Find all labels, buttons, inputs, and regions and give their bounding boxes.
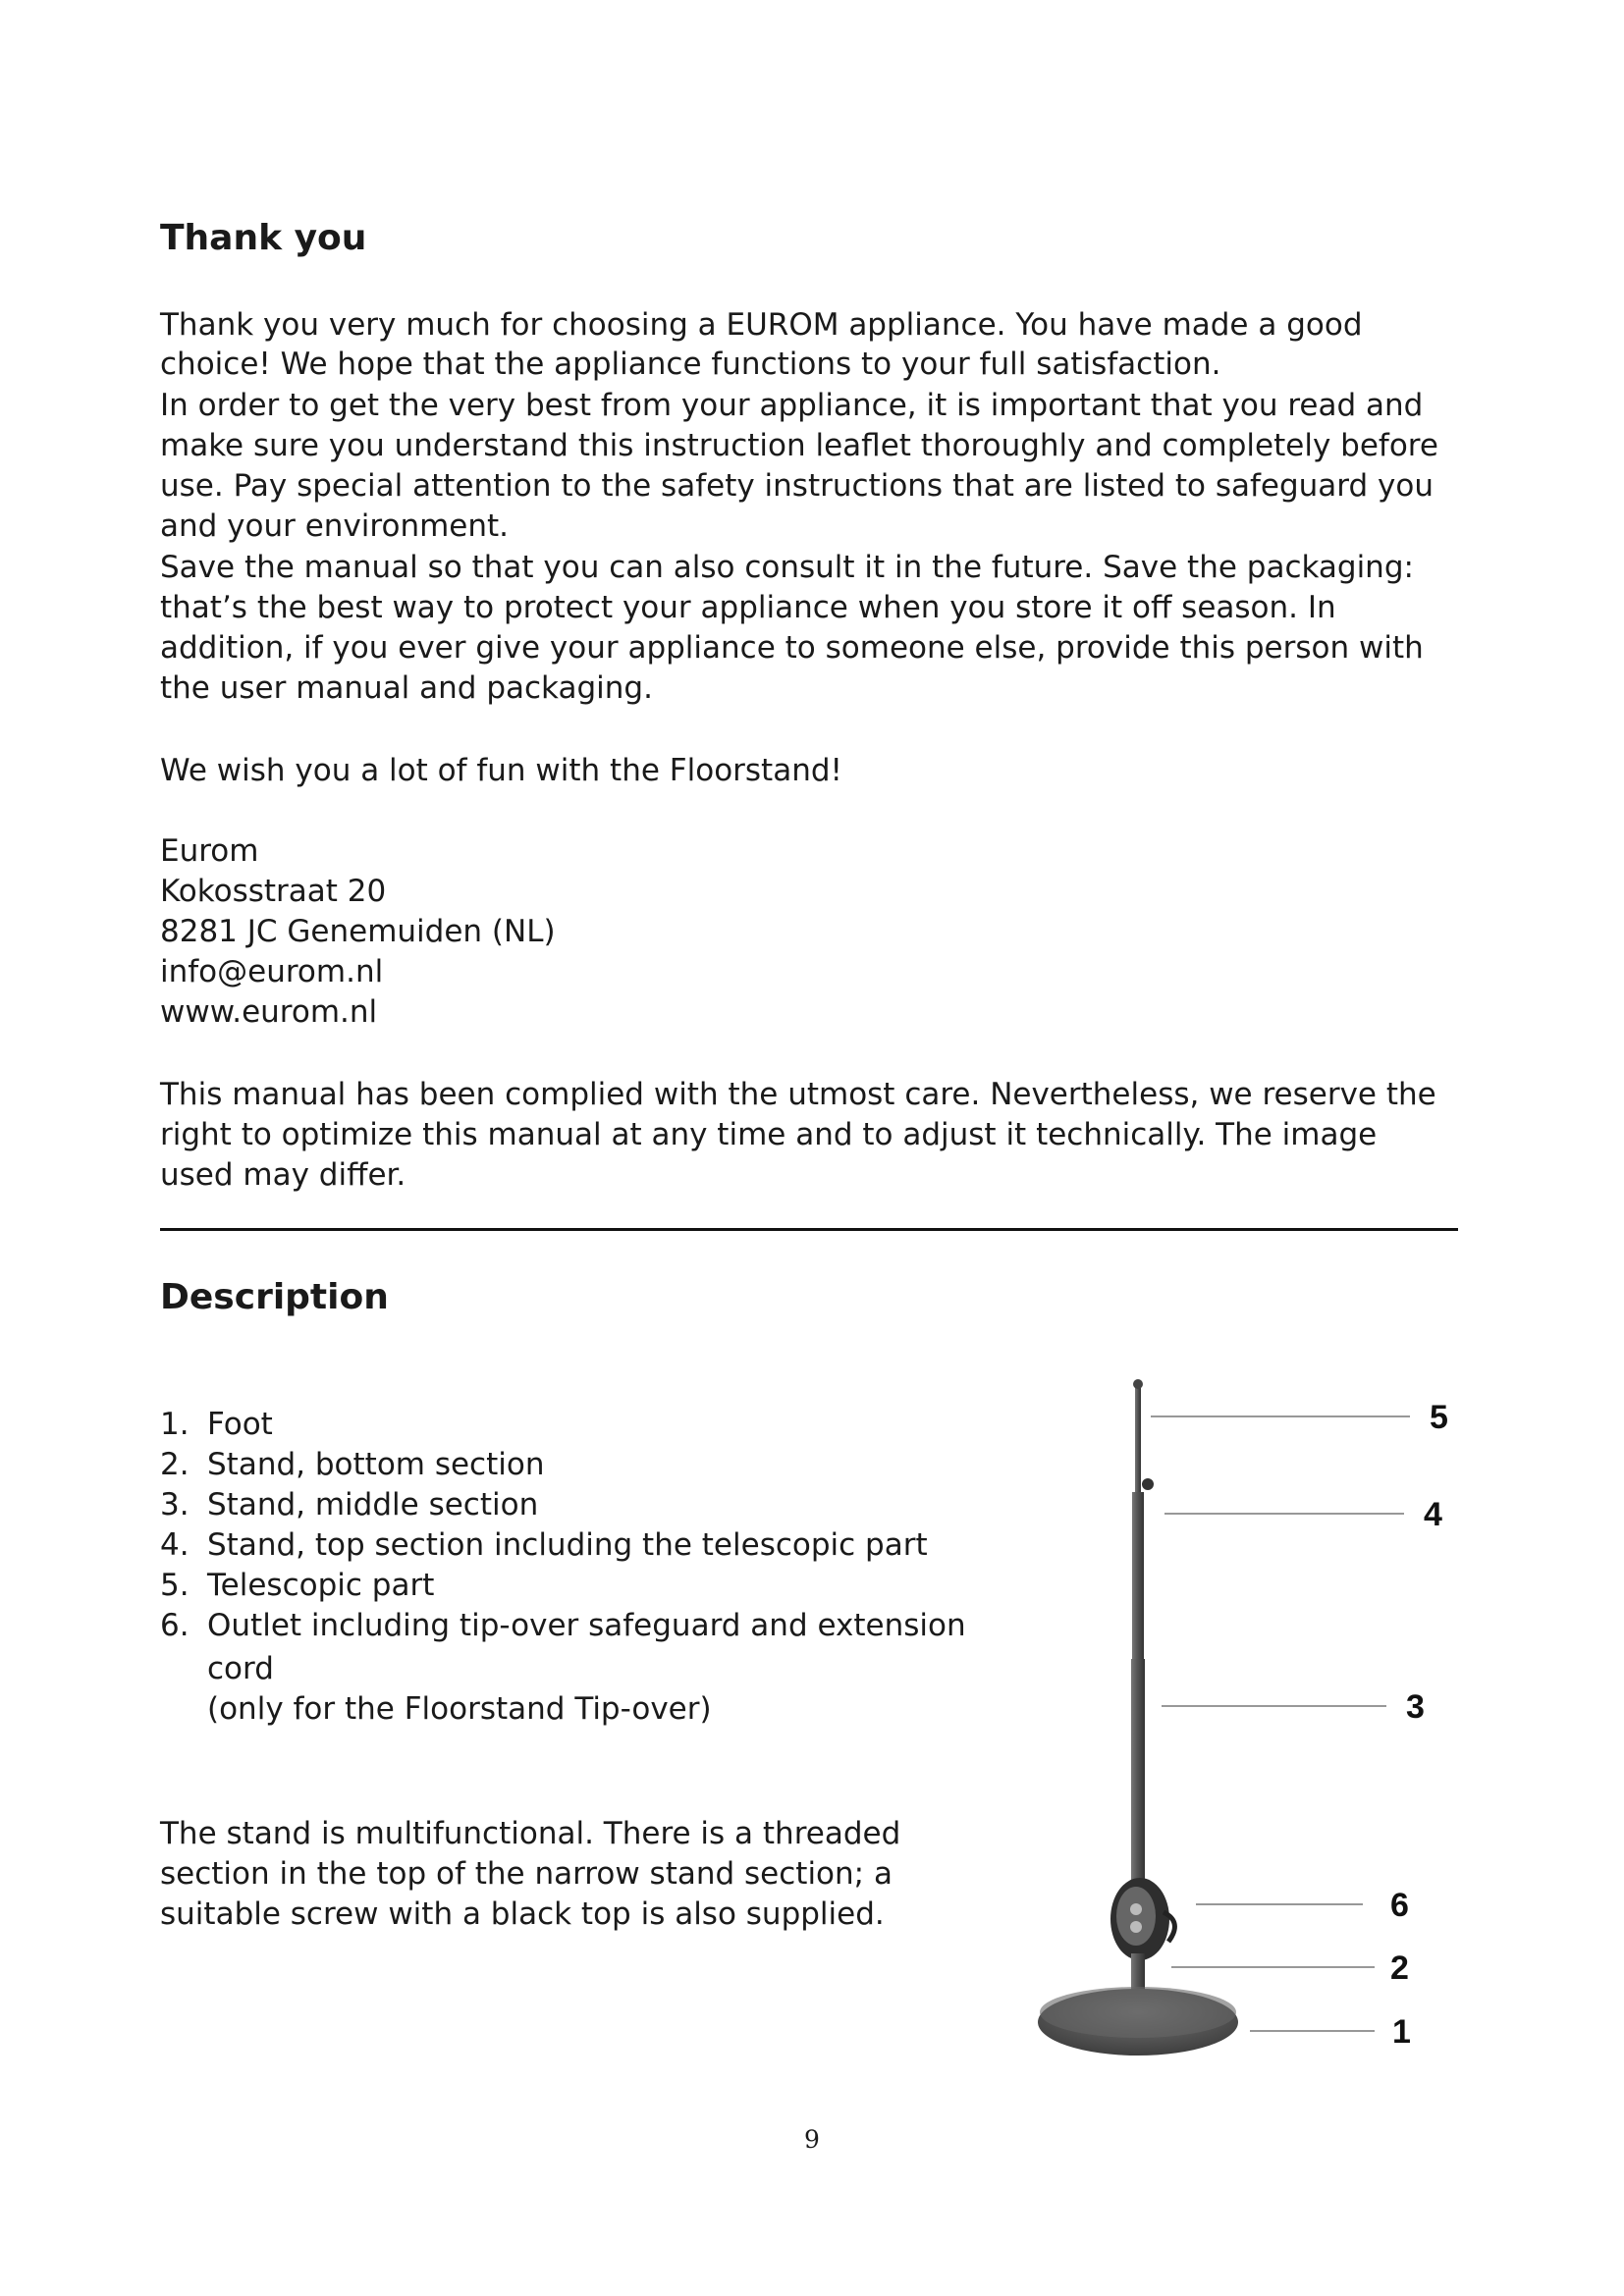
street-address: Kokosstraat 20 (160, 874, 387, 909)
description-heading: Description (160, 1277, 389, 1317)
disclaimer-line: used may differ. (160, 1157, 406, 1193)
disclaimer-line: right to optimize this manual at any time and to adjust it technically. The image (160, 1117, 1378, 1152)
description-paragraph-line: The stand is multifunctional. There is a threaded (160, 1816, 901, 1851)
list-item: Stand, bottom section (207, 1447, 545, 1482)
description-paragraph-line: suitable screw with a black top is also supplied. (160, 1896, 885, 1932)
thank-you-heading: Thank you (160, 218, 367, 258)
callout-label-6: 6 (1390, 1887, 1409, 1924)
telescopic-part (1135, 1384, 1141, 1497)
list-item-note: (only for the Floorstand Tip-over) (207, 1691, 712, 1727)
outlet-unit (1110, 1878, 1174, 1960)
wish-line: We wish you a lot of fun with the Floorstand! (160, 753, 842, 788)
intro-line: Thank you very much for choosing a EUROM appliance. You have made a good (160, 307, 1363, 343)
list-item: Stand, middle section (207, 1487, 539, 1522)
list-item: Outlet including tip-over safeguard and extension (207, 1608, 966, 1643)
callout-label-4: 4 (1424, 1496, 1442, 1533)
company-name: Eurom (160, 833, 259, 869)
list-number: 1. (160, 1407, 189, 1442)
intro-line: Save the manual so that you can also consult it in the future. Save the packaging: (160, 550, 1414, 585)
city-address: 8281 JC Genemuiden (NL) (160, 914, 556, 949)
floorstand-diagram (1021, 1374, 1473, 2081)
list-number: 5. (160, 1568, 189, 1603)
intro-line: choice! We hope that the appliance functions to your full satisfaction. (160, 347, 1221, 382)
intro-line: make sure you understand this instruction leaflet thoroughly and completely before (160, 428, 1438, 463)
list-item-continuation: cord (207, 1651, 274, 1686)
intro-line: addition, if you ever give your appliance to someone else, provide this person with (160, 630, 1424, 666)
list-item: Foot (207, 1407, 273, 1442)
callout-label-5: 5 (1430, 1399, 1448, 1436)
disclaimer-line: This manual has been complied with the utmost care. Nevertheless, we reserve the (160, 1077, 1436, 1112)
email-link[interactable]: info@eurom.nl (160, 954, 384, 989)
intro-line: the user manual and packaging. (160, 670, 653, 706)
list-number: 6. (160, 1608, 189, 1643)
callout-label-2: 2 (1390, 1949, 1409, 1987)
list-number: 2. (160, 1447, 189, 1482)
intro-line: use. Pay special attention to the safety instructions that are listed to safeguard you (160, 468, 1434, 504)
list-item: Stand, top section including the telescopic part (207, 1527, 928, 1563)
section-divider (160, 1228, 1458, 1231)
page-number: 9 (804, 2125, 820, 2154)
intro-line: In order to get the very best from your appliance, it is important that you read and (160, 388, 1424, 423)
callout-label-1: 1 (1392, 2013, 1411, 2051)
description-paragraph-line: section in the top of the narrow stand section; a (160, 1856, 893, 1892)
callout-label-3: 3 (1406, 1688, 1425, 1726)
website-link[interactable]: www.eurom.nl (160, 994, 378, 1030)
list-number: 3. (160, 1487, 189, 1522)
clamp-knob (1142, 1478, 1154, 1490)
list-number: 4. (160, 1527, 189, 1563)
list-item: Telescopic part (207, 1568, 435, 1603)
telescopic-cap (1133, 1379, 1143, 1389)
intro-line: and your environment. (160, 508, 510, 544)
intro-line: that’s the best way to protect your appliance when you store it off season. In (160, 590, 1336, 625)
stand-top-section (1132, 1492, 1144, 1664)
